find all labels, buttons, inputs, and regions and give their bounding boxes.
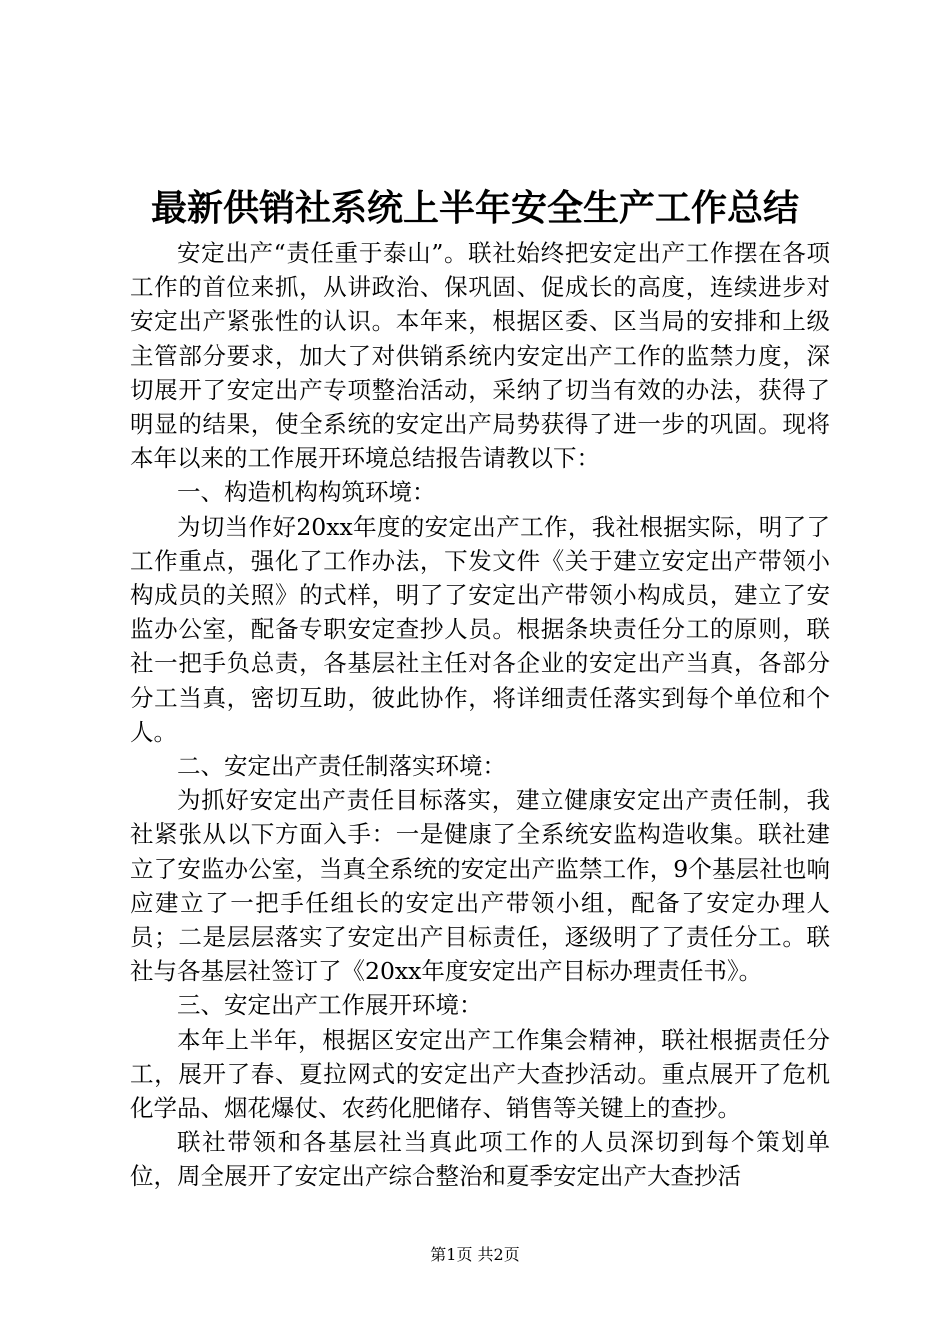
paragraph-section-2: 为抓好安定出产责任目标落实，建立健康安定出产责任制，我社紧张从以下方面入手：一是健康了全系统安监构造收集。联社建立了安监办公室，当真全系统的安定出产监禁工作，9个基层社也响应建立了一把手任组长的安定出产带领小组，配备了安定办理人员；二是层层落实了安定出产目标责任，逐级明了了责任分工。联社与各基层社签订了《20xx年度安定出产目标办理责任书》。 (130, 786, 830, 986)
section-heading-1: 一、构造机构构筑环境： (177, 478, 436, 507)
page-number-footer: 第1页 共2页 (430, 1245, 520, 1264)
paragraph-intro: 安定出产“责任重于泰山”。联社始终把安定出产工作摆在各项工作的首位来抓，从讲政治、保巩固、促成长的高度，连续进步对安定出产紧张性的认识。本年来，根据区委、区当局的安排和上级主管部分要求，加大了对供销系统内安定出产工作的监禁力度，深切展开了安定出产专项整治活动，采纳了切当有效的办法，获得了明显的结果，使全系统的安定出产局势获得了进一步的巩固。现将本年以来的工作展开环境总结报告请教以下： (130, 239, 830, 473)
section-heading-3: 三、安定出产工作展开环境： (177, 991, 483, 1020)
document-title: 最新供销社系统上半年安全生产工作总结 (150, 187, 799, 229)
paragraph-section-3: 本年上半年，根据区安定出产工作集会精神，联社根据责任分工，展开了春、夏拉网式的安定出产大查抄活动。重点展开了危机化学品、烟花爆仗、农药化肥储存、销售等关键上的查抄。 (130, 1025, 830, 1123)
paragraph-section-1: 为切当作好20xx年度的安定出产工作，我社根据实际，明了了工作重点，强化了工作办法，下发文件《关于建立安定出产带领小构成员的关照》的式样，明了了安定出产带领小构成员，建立了安监办公室，配备专职安定查抄人员。根据条块责任分工的原则，联社一把手负总责，各基层社主任对各企业的安定出产当真，各部分分工当真，密切互助，彼此协作，将详细责任落实到每个单位和个人。 (130, 512, 830, 746)
paragraph-section-3-continued: 联社带领和各基层社当真此项工作的人员深切到每个策划单位，周全展开了安定出产综合整治和夏季安定出产大查抄活 (130, 1128, 830, 1191)
document-body (130, 236, 830, 1194)
section-heading-2: 二、安定出产责任制落实环境： (177, 752, 506, 781)
